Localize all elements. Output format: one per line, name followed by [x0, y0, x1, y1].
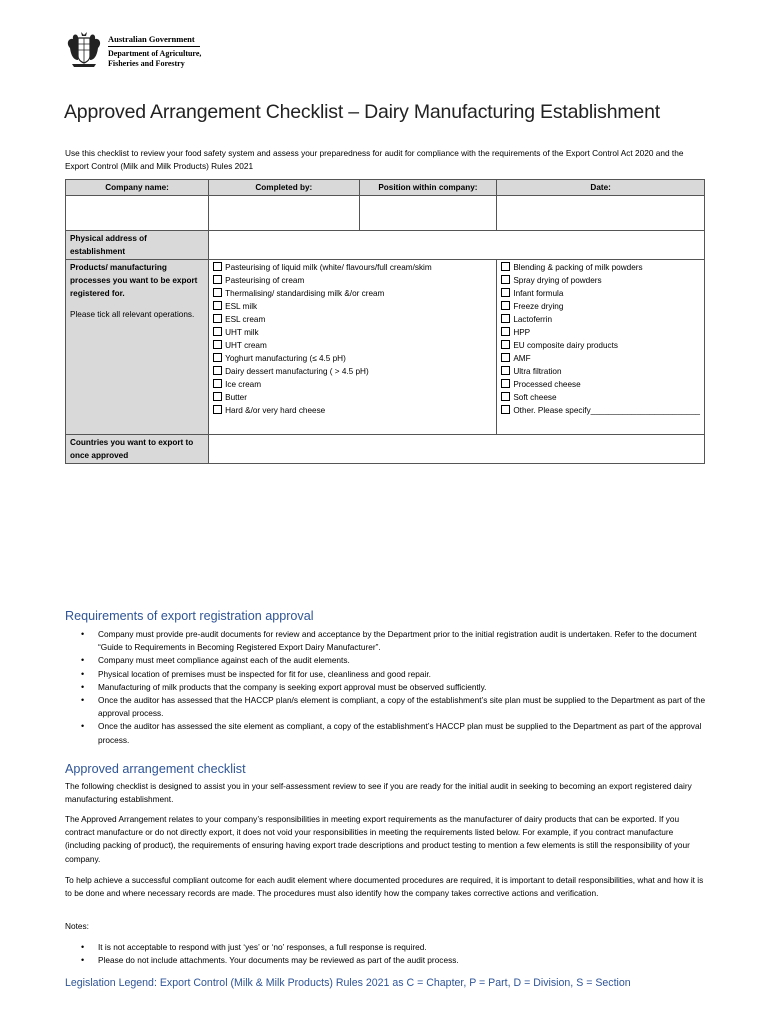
checkbox[interactable] — [213, 327, 222, 336]
checkbox[interactable] — [501, 379, 510, 388]
list-item: • Company must meet compliance against each of the audit elements. — [65, 654, 707, 667]
list-item: • Once the auditor has assessed that the HACCP plan/s element is compliant, a copy of the establishment’s site plan must be supplied to the Department as part of the approval process. — [65, 694, 707, 720]
list-item: • Manufacturing of milk products that the company is seeking export approval must be observed sufficiently. — [65, 681, 707, 694]
checkbox[interactable] — [213, 405, 222, 414]
checkbox[interactable] — [213, 379, 222, 388]
government-logo — [64, 30, 214, 75]
checkbox[interactable] — [213, 288, 222, 297]
products-list-col1 — [209, 260, 497, 435]
checkbox[interactable] — [501, 301, 510, 310]
checkbox[interactable] — [501, 353, 510, 362]
products-label: Products/ manufacturing processes you want to be export registered for. — [70, 263, 198, 298]
company-name-field[interactable] — [66, 196, 209, 231]
requirements-heading: Requirements of export registration approval — [65, 609, 314, 623]
countries-row — [66, 435, 705, 464]
checkbox-item[interactable]: Yoghurt manufacturing (≤ 4.5 pH) — [213, 352, 492, 365]
checkbox[interactable] — [501, 327, 510, 336]
checkbox-item[interactable]: Spray drying of powders — [501, 274, 700, 287]
checkbox[interactable] — [501, 405, 510, 414]
dept-line2: Fisheries and Forestry — [108, 59, 185, 68]
header-date: Date: — [497, 180, 705, 196]
products-list-col2 — [497, 260, 705, 435]
checkbox-item[interactable]: Butter — [213, 391, 492, 404]
address-field[interactable] — [209, 231, 705, 260]
checkbox[interactable] — [501, 275, 510, 284]
countries-label: Countries you want to export to once approved — [66, 435, 209, 464]
checkbox-item[interactable]: ESL milk — [213, 300, 492, 313]
checkbox[interactable] — [213, 301, 222, 310]
checkbox[interactable] — [213, 392, 222, 401]
details-entry-row — [66, 196, 705, 231]
checkbox-item[interactable]: Pasteurising of cream — [213, 274, 492, 287]
checkbox-item[interactable]: Thermalising/ standardising milk &/or cream — [213, 287, 492, 300]
checkbox-item[interactable]: EU composite dairy products — [501, 339, 700, 352]
checkbox-item[interactable]: ESL cream — [213, 313, 492, 326]
checkbox-item[interactable]: UHT cream — [213, 339, 492, 352]
checkbox[interactable] — [501, 288, 510, 297]
address-label: Physical address of establishment — [66, 231, 209, 260]
checkbox[interactable] — [213, 275, 222, 284]
checkbox-item[interactable]: Hard &/or very hard cheese — [213, 404, 492, 417]
header-position: Position within company: — [359, 180, 497, 196]
coat-of-arms-icon — [64, 30, 104, 70]
checkbox-item[interactable]: Ice cream — [213, 378, 492, 391]
logo-divider — [108, 46, 200, 47]
page-title: Approved Arrangement Checklist – Dairy Manufacturing Establishment — [64, 101, 660, 123]
checkbox-item[interactable]: Lactoferrin — [501, 313, 700, 326]
checkbox-item[interactable]: Processed cheese — [501, 378, 700, 391]
checkbox[interactable] — [501, 340, 510, 349]
checkbox-item[interactable]: Infant formula — [501, 287, 700, 300]
checklist-para-3: To help achieve a successful compliant outcome for each audit element where documented procedures are required, it is important to detail responsibilities, what and how it is to be done and where necessary records are made. The procedures must also identify how the company takes corrective actions and verification. — [65, 875, 704, 899]
notes-list — [65, 941, 705, 967]
gov-name: Australian Government — [108, 34, 195, 44]
checkbox-item[interactable]: Freeze drying — [501, 300, 700, 313]
checkbox[interactable] — [501, 314, 510, 323]
list-item: • Physical location of premises must be inspected for fit for use, cleanliness and good repair. — [65, 668, 707, 681]
checkbox[interactable] — [213, 340, 222, 349]
checkbox[interactable] — [213, 262, 222, 271]
intro-text: Use this checklist to review your food safety system and assess your preparedness for audit for compliance with the requirements of the Export Control Act 2020 and the Export Control (Milk and Milk Products) Rules 2021 — [65, 148, 684, 171]
date-field[interactable] — [497, 196, 705, 231]
checkbox-item[interactable]: Dairy dessert manufacturing ( > 4.5 pH) — [213, 365, 492, 378]
checkbox-item[interactable]: Blending & packing of milk powders — [501, 261, 700, 274]
details-table — [65, 179, 705, 464]
notes-label: Notes: — [65, 921, 89, 931]
legislation-legend: Legislation Legend: Export Control (Milk & Milk Products) Rules 2021 as C = Chapter, P = Part, D = Division, S = Section — [65, 977, 631, 989]
checkbox-item[interactable]: Soft cheese — [501, 391, 700, 404]
products-note: Please tick all relevant operations. — [70, 310, 195, 319]
checkbox[interactable] — [501, 262, 510, 271]
position-field[interactable] — [359, 196, 497, 231]
completed-by-field[interactable] — [209, 196, 359, 231]
checkbox[interactable] — [213, 366, 222, 375]
checklist-para-1: The following checklist is designed to assist you in your self-assessment review to see if you are ready for the initial audit in seeking to becoming an export registered dairy manufacturing establishment. — [65, 781, 692, 805]
header-company-name: Company name: — [66, 180, 209, 196]
list-item: • Please do not include attachments. Your documents may be reviewed as part of the audit process. — [65, 954, 705, 967]
checkbox-item[interactable]: UHT milk — [213, 326, 492, 339]
checklist-para-2: The Approved Arrangement relates to your company’s responsibilities in meeting export requirements as the manufacturer of dairy products that can be exported. If you contract manufacture or do not directly export, it does not void your responsibilities in meeting the requirements listed below. For example, if you contract manufacture (including packing of product), the requirements of ensuring having export trade descriptions and product testing to mention a few elements is still the responsibility of your company. — [65, 814, 690, 864]
list-item: • Once the auditor has assessed the site element as compliant, a copy of the establishment’s HACCP plan must be supplied to the Department as part of the approval process. — [65, 720, 707, 746]
checkbox-item[interactable]: Ultra filtration — [501, 365, 700, 378]
header-completed-by: Completed by: — [209, 180, 359, 196]
checkbox-item[interactable]: Pasteurising of liquid milk (white/ flavours/full cream/skim — [213, 261, 492, 274]
address-row — [66, 231, 705, 260]
checkbox-item[interactable]: HPP — [501, 326, 700, 339]
checkbox[interactable] — [501, 392, 510, 401]
dept-line1: Department of Agriculture, — [108, 49, 202, 58]
countries-field[interactable] — [209, 435, 705, 464]
checkbox[interactable] — [213, 353, 222, 362]
table-header-row — [66, 180, 705, 196]
list-item: • It is not acceptable to respond with just ‘yes’ or ‘no’ responses, a full response is required. — [65, 941, 705, 954]
products-row — [66, 260, 705, 435]
checkbox-item[interactable]: Other. Please specify________________________ — [501, 404, 700, 417]
checklist-heading: Approved arrangement checklist — [65, 762, 246, 776]
checkbox[interactable] — [501, 366, 510, 375]
checkbox[interactable] — [213, 314, 222, 323]
requirements-list — [65, 628, 707, 747]
checkbox-item[interactable]: AMF — [501, 352, 700, 365]
list-item: • Company must provide pre-audit documents for review and acceptance by the Department prior to the initial registration audit is undertaken. Refer to the document “Guide to Requirements in Becoming Registered Export Dairy Manufacturer”. — [65, 628, 707, 654]
